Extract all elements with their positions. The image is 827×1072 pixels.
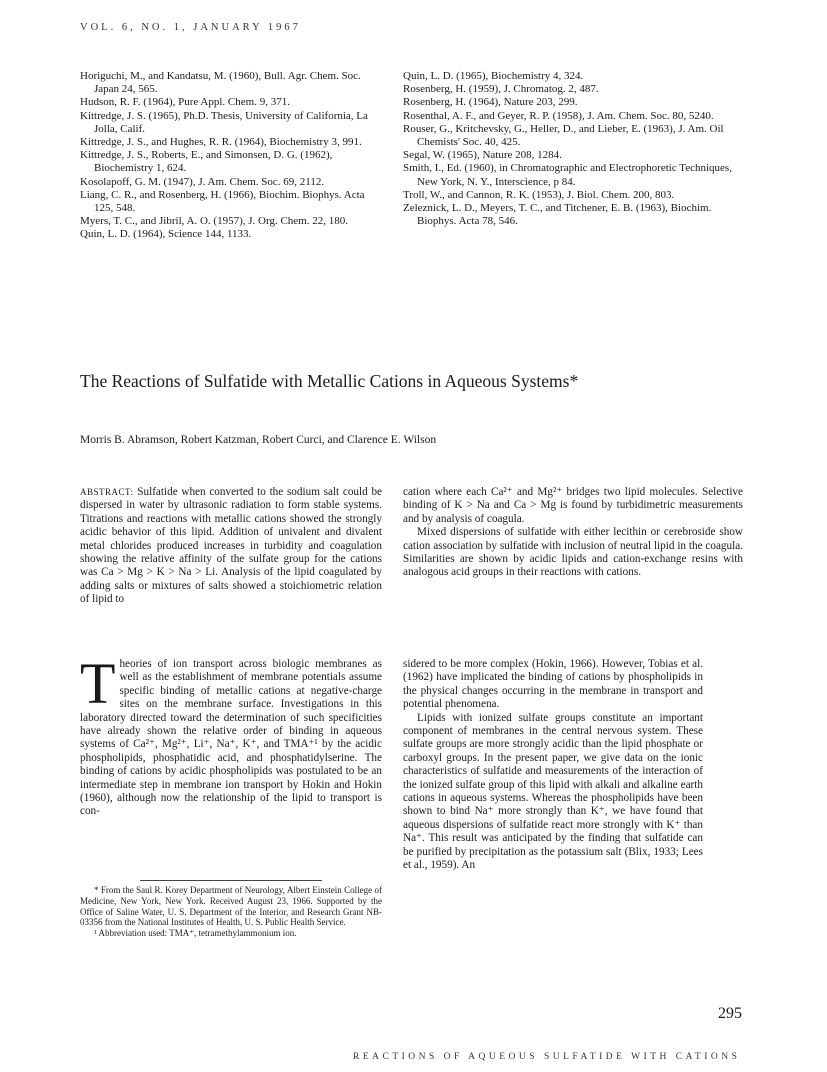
footnote: * From the Saul R. Korey Department of Neurology, Albert Einstein College of Medicine, New York, New York. Received August 23, 1966. Supported by the Office of Saline Water, U. S. Department of the Interior, and Research Grant NB-03356 from the National Institutes of Health, U. S. Public Health Service. [80, 885, 382, 928]
reference: Kittredge, J. S. (1965), Ph.D. Thesis, University of California, La Jolla, Calif. [80, 109, 368, 135]
body-paragraph: sidered to be more complex (Hokin, 1966). However, Tobias et al. (1962) have implicated the binding of cations by phospholipids in the physical changes occurring in the membrane in transport and potential phenomena. [403, 658, 703, 711]
reference: Rosenthal, A. F., and Geyer, R. P. (1958), J. Am. Chem. Soc. 80, 5240. [403, 109, 714, 122]
abstract-text: Sulfatide when converted to the sodium salt could be dispersed in water by ultrasonic radiation to form stable systems. Titrations and reactions with metallic cations showed the strongly acidic behavior of this lipid. Addition of univalent and divalent metal chlorides produced increases in turbidity and coagulation showing the relative affinity of the sulfate group for the cations was Ca > Mg > K > Na > Li. Analysis of the lipid coagulated by adding salts or mixtures of salts showed a stoichiometric relation of lipid to [80, 486, 382, 606]
footnote-divider [140, 880, 322, 881]
body-right-column [403, 658, 703, 873]
footnotes [80, 885, 382, 939]
reference: Kosolapoff, G. M. (1947), J. Am. Chem. Soc. 69, 2112. [80, 175, 325, 188]
abstract-left-column [80, 486, 382, 607]
reference: Kittredge, J. S., and Hughes, R. R. (1964), Biochemistry 3, 991. [80, 136, 362, 149]
reference: Hudson, R. F. (1964), Pure Appl. Chem. 9, 371. [80, 96, 290, 109]
reference: Rouser, G., Kritchevsky, G., Heller, D., and Lieber, E. (1963), J. Am. Oil Chemists' Soc. 40, 425. [403, 122, 724, 149]
abstract-label: ABSTRACT: [80, 487, 134, 497]
footnote: ¹ Abbreviation used: TMA⁺, tetramethylammonium ion. [94, 928, 297, 939]
reference: Quin, L. D. (1964), Science 144, 1133. [80, 228, 252, 241]
body-left-column [80, 651, 382, 819]
drop-cap: T [80, 651, 116, 716]
reference: Rosenberg, H. (1959), J. Chromatog. 2, 487. [403, 83, 599, 96]
abstract-right-column [403, 486, 743, 580]
reference: Liang, C. R., and Rosenberg, H. (1966), Biochim. Biophys. Acta 125, 548. [80, 188, 365, 215]
reference: Troll, W., and Cannon, R. K. (1953), J. Biol. Chem. 200, 803. [403, 188, 675, 201]
abstract-paragraph: cation where each Ca²⁺ and Mg²⁺ bridges two lipid molecules. Selective binding of K > Na and Ca > Mg is found by turbidimetric measurements and by analysis of coagula. [403, 486, 743, 525]
reference: Horiguchi, M., and Kandatsu, M. (1960), Bull. Agr. Chem. Soc. Japan 24, 565. [80, 70, 361, 96]
body-paragraph: heories of ion transport across biologic membranes as well as the establishment of membrane potentials assume specific binding of metallic cations at negative-charge sites on the membrane surface. Investigations in this laboratory directed toward the determination of such specificities have already shown the relative order of binding in aqueous systems of Ca²⁺, Mg²⁺, Li⁺, Na⁺, K⁺, and TMA⁺¹ by the acidic phospholipids, phosphatidic acid, and phosphatidylserine. The binding of cations by acidic phospholipids was postulated to be an intermediate step in membrane ion transport by Hokin and Hokin (1960), although now the relationship of the lipid to transport is con- [80, 658, 382, 818]
reference: Zeleznick, L. D., Meyers, T. C., and Titchener, E. B. (1963), Biochim. Biophys. Acta 78, 546. [403, 202, 712, 228]
reference: Myers, T. C., and Jibril, A. O. (1957), J. Org. Chem. 22, 180. [80, 215, 348, 228]
references-left-column [80, 70, 380, 242]
body-paragraph: Lipids with ionized sulfate groups constitute an important component of membranes in the central nervous system. These sulfate groups are more strongly acidic than the lipid phosphate or carboxyl groups. In the present paper, we give data on the ionic characteristics of sulfatide and measurements of the interaction of the ionized sulfate group of this lipid with alkali and alkaline earth cations in aqueous systems. Whereas the phospholipids have been shown to bind Na⁺ more strongly than K⁺, we have found that aqueous dispersions of sulfatide react more strongly with K⁺ than Na⁺. This result was anticipated by the finding that sulfatide can be purified by precipitation as the potassium salt (Blix, 1933; Lees et al., 1959). An [403, 711, 703, 872]
reference: Rosenberg, H. (1964), Nature 203, 299. [403, 96, 578, 109]
running-head: VOL. 6, NO. 1, JANUARY 1967 [80, 22, 301, 33]
running-foot: REACTIONS OF AQUEOUS SULFATIDE WITH CATIONS [353, 1052, 741, 1062]
article-authors: Morris B. Abramson, Robert Katzman, Robert Curci, and Clarence E. Wilson [80, 434, 437, 446]
page-number: 295 [718, 1005, 742, 1022]
reference: Kittredge, J. S., Roberts, E., and Simonsen, D. G. (1962), Biochemistry 1, 624. [80, 149, 333, 175]
reference: Segal, W. (1965), Nature 208, 1284. [403, 149, 562, 162]
reference: Smith, I., Ed. (1960), in Chromatographic and Electrophoretic Techniques, New York, N. Y., Interscience, p 84. [403, 162, 732, 188]
reference: Quin, L. D. (1965), Biochemistry 4, 324. [403, 70, 584, 82]
article-title: The Reactions of Sulfatide with Metallic Cations in Aqueous Systems* [80, 371, 579, 391]
references-right-column [403, 70, 743, 228]
abstract-paragraph: Mixed dispersions of sulfatide with either lecithin or cerebroside show cation association by sulfatide with inclusion of neutral lipid in the coagula. Similarities are shown by acidic lipids and cation-exchange resins with analogous acid groups in their reactions with cations. [403, 526, 743, 579]
